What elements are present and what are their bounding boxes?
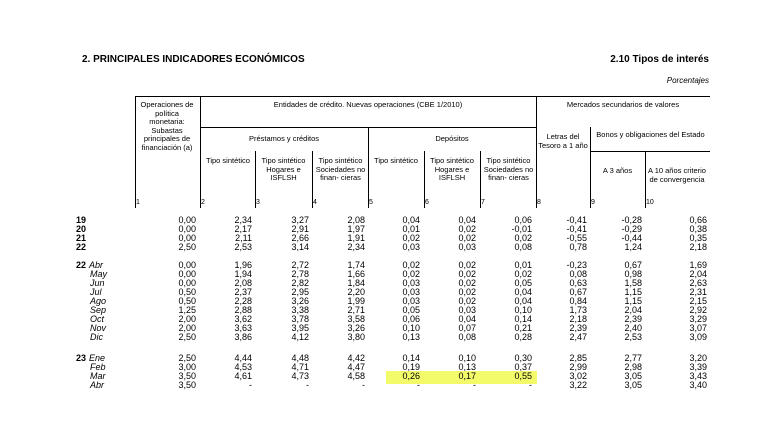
row-month: Ene [89,353,106,363]
table-cell: 1,15 [624,287,642,297]
table-cell: 2,53 [234,242,252,252]
table-cell: 0,02 [402,260,420,270]
row-month: May [90,269,108,279]
table-cell: 1,96 [234,260,252,270]
table-cell: 0,03 [458,242,476,252]
table-cell: 0,78 [569,242,587,252]
units-label: Porcentajes [666,76,709,85]
table-cell: 2,63 [689,278,707,288]
table-cell: 0,02 [458,224,476,234]
table-cell: 0,08 [569,269,587,279]
table-cell: -0,41 [566,215,587,225]
row-year: 20 [76,224,87,234]
table-cell: 0,05 [514,278,532,288]
table-cell: 3,26 [291,296,309,306]
row-year: 19 [76,215,87,225]
table-cell: - [529,380,532,390]
table-cell: 0,03 [402,278,420,288]
table-cell: 1,24 [624,242,642,252]
table-cell: 2,95 [291,287,309,297]
table-cell: - [306,380,309,390]
table-cell: -0,55 [566,233,587,243]
header-deposits-synthetic: Tipo sintético [374,156,418,165]
table-cell: 0,04 [458,314,476,324]
table-cell: 1,97 [347,224,365,234]
column-number: 6 [425,199,429,206]
table-cell: 0,63 [569,278,587,288]
table-cell: 3,20 [689,353,707,363]
table-cell: 2,40 [624,323,642,333]
table-cell: 4,73 [291,371,309,381]
table-cell: 0,55 [514,371,532,381]
table-cell: 0,02 [458,269,476,279]
header-bonds-3y: A 3 años [602,166,633,175]
table-cell: 2,53 [624,332,642,342]
row-month: Sep [90,305,107,315]
table-cell: 0,02 [514,233,532,243]
table-cell: 3,63 [234,323,252,333]
table-cell: 3,95 [291,323,309,333]
table-cell: 1,58 [624,278,642,288]
table-cell: 2,39 [569,323,587,333]
table-cell: 3,40 [689,380,707,390]
header-bonds-group: Bonos y obligaciones del Estado [596,130,705,139]
table-cell: 2,39 [624,314,642,324]
table-cell: 3,78 [291,314,309,324]
table-cell: 3,80 [347,332,365,342]
table-cell: 1,74 [347,260,365,270]
row-month: Ago [90,296,107,306]
table-cell: 1,84 [347,278,365,288]
table-cell: -0,23 [566,260,587,270]
table-cell: 4,48 [291,353,309,363]
table-cell: 2,34 [234,215,252,225]
table-cell: 0,03 [402,242,420,252]
table-cell: - [249,380,252,390]
table-cell: 2,08 [234,278,252,288]
row-year: 22 [76,242,87,252]
table-cell: 2,04 [689,269,707,279]
table-cell: 3,26 [347,323,365,333]
table-cell: 4,58 [347,371,365,381]
table-cell: 2,34 [347,242,365,252]
table-cell: 0,02 [458,278,476,288]
table-cell: 0,35 [689,233,707,243]
table-cell: 2,37 [234,287,252,297]
table-cell: 0,08 [458,332,476,342]
table-cell: 2,91 [291,224,309,234]
table-cell: 4,53 [234,362,252,372]
table-cell: 0,02 [458,287,476,297]
table-cell: 2,66 [291,233,309,243]
header-deposits-corporates: Tipo sintético Sociedades no finan- cieras [483,156,534,182]
table-cell: 3,58 [347,314,365,324]
header-bonds-10y: A 10 años criterio de convergencia [648,166,706,184]
table-cell: 4,44 [234,353,252,363]
table-cell: 2,08 [347,215,365,225]
header-credit-group: Entidades de crédito. Nuevas operaciones (CBE 1/2010) [273,100,463,109]
table-cell: 3,07 [689,323,707,333]
table-cell: 0,02 [458,260,476,270]
table-cell: 0,04 [402,215,420,225]
table-cell: 0,00 [178,269,196,279]
column-number: 10 [646,199,654,206]
table-cell: 0,02 [514,269,532,279]
table-cell: -0,44 [621,233,642,243]
table-cell: 3,27 [291,215,309,225]
header-loans-corporates: Tipo sintético Sociedades no finan- cieras [315,156,366,182]
row-label [76,381,104,390]
table-cell: 2,72 [291,260,309,270]
table-cell: 0,26 [402,371,420,381]
table-cell: 0,00 [178,278,196,288]
table-title: 2.10 Tipos de interés [610,54,709,65]
table-cell: 0,02 [402,269,420,279]
table-cell: 0,04 [458,215,476,225]
table-cell: 4,42 [347,353,365,363]
table-cell: 0,06 [514,215,532,225]
table-cell: 1,99 [347,296,365,306]
table-cell: -0,01 [511,224,532,234]
table-cell: 3,43 [689,371,707,381]
table-cell: 0,01 [514,260,532,270]
table-cell: 0,19 [402,362,420,372]
table-cell: 1,94 [234,269,252,279]
table-cell: 3,86 [234,332,252,342]
table-cell: 3,00 [178,362,196,372]
table-cell: 0,00 [178,233,196,243]
header-policy-rate: Operaciones de política monetaria: Subastas principales de financiación (a) [140,100,194,152]
header-markets-group: Mercados secundarios de valores [566,100,680,109]
column-number: 1 [136,199,140,206]
table-cell: 0,21 [514,323,532,333]
table-cell: 2,50 [178,242,196,252]
table-cell: 2,99 [569,362,587,372]
table-cell: 2,98 [624,362,642,372]
table-cell: 0,00 [178,224,196,234]
table-cell: 2,77 [624,353,642,363]
table-cell: 2,92 [689,305,707,315]
table-cell: 3,50 [178,371,196,381]
column-number: 2 [201,199,205,206]
table-top-rule [135,96,710,97]
table-cell: 0,04 [514,287,532,297]
row-month: Oct [90,314,105,324]
table-cell: 3,22 [569,380,587,390]
table-cell: 3,38 [291,305,309,315]
table-cell: 1,15 [624,296,642,306]
bonds-subheader-rule [590,151,710,152]
table-cell: 0,98 [624,269,642,279]
table-cell: 0,37 [514,362,532,372]
table-cell: 3,09 [689,332,707,342]
table-cell: 4,71 [291,362,309,372]
table-cell: 3,39 [689,362,707,372]
col-divider-1 [200,96,201,208]
col-divider-7 [536,96,537,208]
table-cell: 0,00 [178,215,196,225]
table-cell: 0,38 [689,224,707,234]
table-cell: -0,29 [621,224,642,234]
table-cell: 0,30 [514,353,532,363]
section-title: 2. PRINCIPALES INDICADORES ECONÓMICOS [82,54,305,65]
table-cell: 3,50 [178,380,196,390]
row-month: Jun [90,278,105,288]
table-cell: 1,69 [689,260,707,270]
table-cell: 2,17 [234,224,252,234]
table-cell: 2,11 [235,233,252,243]
table-left-rule [135,96,136,208]
table-cell: 0,05 [402,305,420,315]
table-cell: 0,13 [458,362,476,372]
row-month: Nov [90,323,107,333]
row-month: Mar [90,371,106,381]
table-cell: 0,14 [514,314,532,324]
table-cell: 2,50 [178,353,196,363]
table-cell: 0,10 [458,353,476,363]
table-cell: 0,03 [402,287,420,297]
table-cell: 3,29 [689,314,707,324]
column-number: 3 [256,199,260,206]
table-cell: 2,50 [178,332,196,342]
table-cell: - [473,380,476,390]
header-loans-synthetic: Tipo sintético [206,156,250,165]
table-cell: 0,66 [689,215,707,225]
table-cell: 0,13 [402,332,420,342]
column-number: 7 [481,199,485,206]
table-cell: 1,73 [569,305,587,315]
table-cell: 2,47 [569,332,587,342]
table-cell: 3,02 [569,371,587,381]
table-cell: 0,17 [458,371,476,381]
row-label [76,243,89,252]
table-cell: 2,31 [689,287,707,297]
column-number: 4 [313,199,317,206]
table-cell: 2,04 [624,305,642,315]
header-treasury-bills: Letras del Tesoro a 1 año [538,132,588,150]
table-cell: 0,04 [514,296,532,306]
table-cell: 0,00 [178,260,196,270]
table-cell: 2,18 [569,314,587,324]
table-cell: 0,02 [402,233,420,243]
column-number: 9 [591,199,595,206]
table-cell: 0,84 [569,296,587,306]
table-cell: 1,25 [178,305,196,315]
table-cell: 3,62 [234,314,252,324]
row-month: Jul [90,287,102,297]
row-month: Abr [90,380,105,390]
table-cell: 1,66 [347,269,365,279]
table-cell: 0,02 [458,233,476,243]
row-year: 22 [76,260,87,270]
table-cell: 2,20 [347,287,365,297]
table-cell: 3,14 [291,242,309,252]
row-label [76,333,103,342]
table-cell: 0,67 [624,260,642,270]
table-cell: 2,71 [347,305,365,315]
table-cell: 3,05 [624,371,642,381]
table-cell: 0,14 [402,353,420,363]
table-cell: 2,82 [291,278,309,288]
table-cell: -0,41 [566,224,587,234]
table-cell: 2,88 [234,305,252,315]
table-cell: - [362,380,365,390]
table-cell: 2,18 [689,242,707,252]
header-deposits-group: Depósitos [435,134,469,143]
table-cell: 0,03 [458,305,476,315]
table-cell: 2,28 [234,296,252,306]
header-loans-group: Préstamos y créditos [248,134,320,143]
table-cell: 4,61 [234,371,252,381]
column-number: 5 [369,199,373,206]
table-cell: 0,06 [402,314,420,324]
table-cell: 0,03 [402,296,420,306]
table-cell: 2,00 [178,323,196,333]
table-cell: 2,85 [569,353,587,363]
table-cell: 0,50 [178,296,196,306]
table-cell: 2,78 [291,269,309,279]
header-deposits-households: Tipo sintético Hogares e ISFLSH [430,156,474,182]
table-cell: 0,10 [514,305,532,315]
table-cell: 0,02 [458,296,476,306]
table-cell: -0,28 [621,215,642,225]
table-cell: 3,05 [624,380,642,390]
table-cell: 0,67 [569,287,587,297]
table-cell: 1,91 [347,233,365,243]
header-loans-households: Tipo sintético Hogares e ISFLSH [261,156,306,182]
table-cell: 0,28 [514,332,532,342]
table-cell: 0,08 [514,242,532,252]
table-cell: 2,00 [178,314,196,324]
row-year: 21 [76,233,87,243]
table-cell: 0,10 [402,323,420,333]
table-cell: - [417,380,420,390]
table-cell: 4,12 [291,332,309,342]
row-month: Abr [89,260,104,270]
table-cell: 2,15 [689,296,707,306]
column-number: 8 [537,199,541,206]
table-cell: 4,47 [347,362,365,372]
table-cell: 0,07 [458,323,476,333]
table-cell: 0,01 [402,224,420,234]
row-month: Feb [90,362,106,372]
table-cell: 0,50 [178,287,196,297]
row-year: 23 [76,353,87,363]
row-month: Dic [90,332,103,342]
